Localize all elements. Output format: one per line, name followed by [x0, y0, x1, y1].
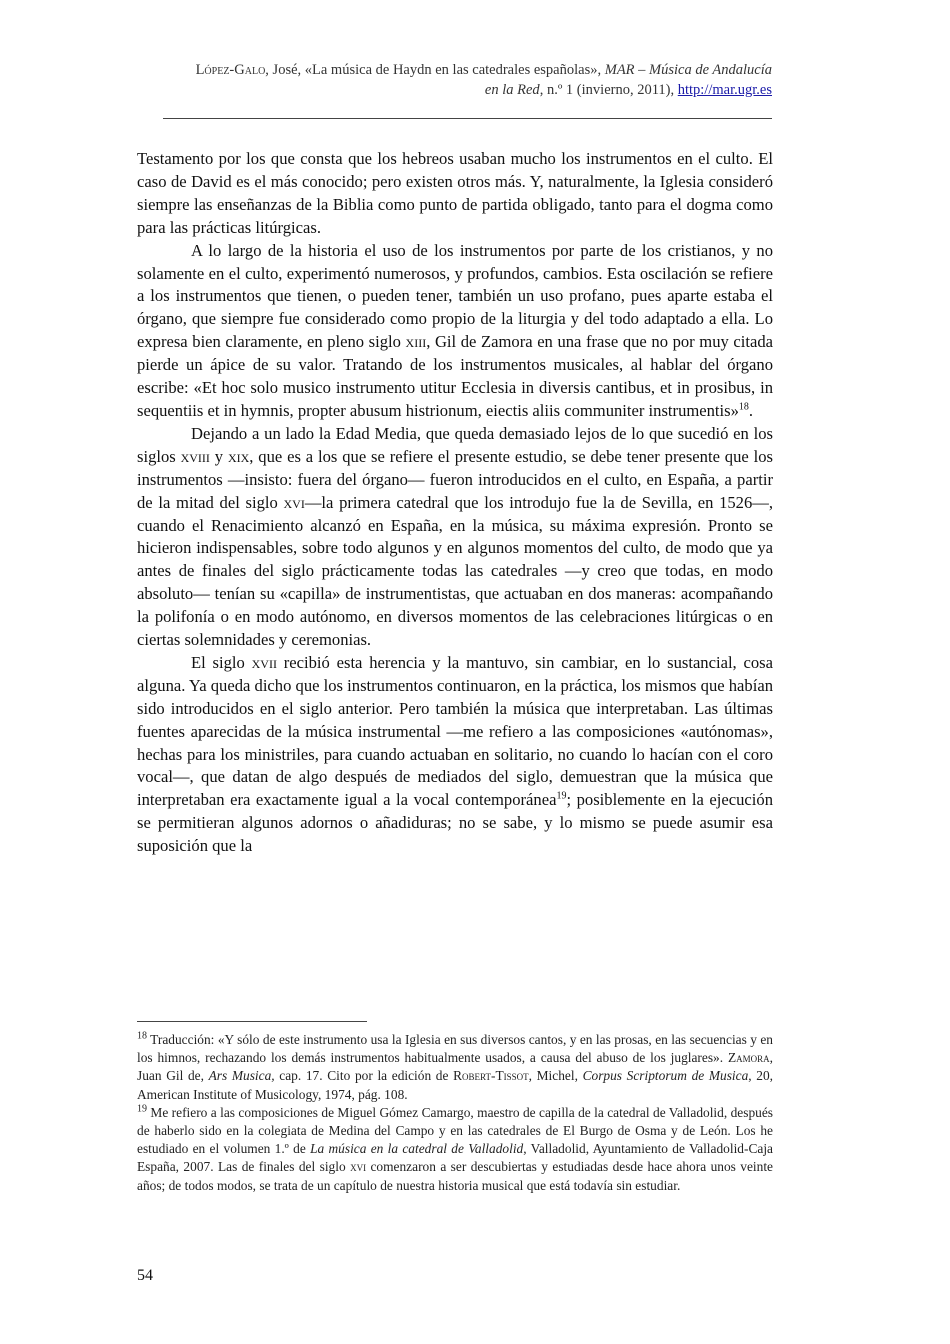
journal-title: MAR – Música de Andalucía: [604, 62, 772, 78]
cited-title: La música en la catedral de Valladolid: [310, 1141, 524, 1157]
footnote-number: 19: [137, 1103, 147, 1115]
footnotes: [137, 1031, 773, 1195]
cited-title: Corpus Scriptorum de Musica: [582, 1068, 749, 1084]
century-numeral: xiii: [405, 332, 427, 352]
paragraph-3: Dejando a un lado la Edad Media, que queda demasiado lejos de lo que sucedió en los siglos xviii y xix, que es a los que se refiere el presente estudio, se debe tener presente que los instrumentos —insisto: fuera del órgano— fueron introducidos en el culto, en España, a partir de la mitad del siglo xvi—la primera catedral que los introdujo fue la de Sevilla, en 1526—, cuando el Renacimiento alcanzó en España, en la música, su máxima expresión. Pronto se hicieron indispensables, sobre todo algunos y en algunos momentos del culto, de modo que ya antes de finales del siglo prácticamente todas las catedrales —y creo que todas, en modo absoluto— tenían su «capilla» de instrumentistas, que actuaban en dos maneras: acompañando la polifonía o en modo autónomo, en diversos momentos de las celebraciones litúrgicas o en ciertas solemnidades y ceremonias.: [137, 423, 774, 650]
citation-text: , José, «La música de Haydn en las catedrales españolas»,: [265, 62, 605, 78]
footnote-divider: [137, 1021, 367, 1022]
century-numeral: xix: [227, 446, 250, 466]
issue-text: , n.º 1 (invierno, 2011),: [539, 82, 678, 98]
paragraph-1: Testamento por los que consta que los hebreos usaban mucho los instrumentos en el culto. El caso de David es el más conocido; pero existen otros más. Y, naturalmente, la Iglesia consideró siempre las enseñanzas de la Biblia como punto de partida obligado, tanto para el dogma como para las prácticas litúrgicas.: [137, 149, 773, 237]
footnote-18: $^{18}$ Traducción: «Y sólo de este instrumento usa la Iglesia en sus diversos cantos, y en las prosas, en las secuencias y en los himnos, rechazando los demás instrumentos habitualmente usados, a causa del abuso de los juglares». Zamora, Juan Gil de, Ars Musica, cap. 17. Cito por la edición de Robert-Tissot, Michel, Corpus Scriptorum de Musica, 20, American Institute of Musicology, 1974, pág. 108.: [137, 1030, 774, 1102]
century-numeral: xvi: [350, 1159, 367, 1175]
century-numeral: xvi: [283, 492, 305, 512]
cited-author: Zamora: [727, 1050, 770, 1066]
author-surname: López-Galo: [195, 62, 266, 78]
page-number: 54: [137, 1267, 153, 1284]
journal-title-cont: en la Red: [484, 82, 540, 98]
footnote-ref-19[interactable]: 19: [556, 790, 567, 802]
century-numeral: xvii: [251, 652, 277, 672]
main-text: [137, 148, 773, 858]
paragraph-4: El siglo xvii recibió esta herencia y la mantuvo, sin cambiar, en lo sustancial, cosa alguna. Ya queda dicho que los instrumentos continuaron, en la práctica, los mismos que habían sido introducidos en el siglo anterior. Pero también la música que interpretaban. Las últimas fuentes aparecidas de la música instrumental —me refiero a las composiciones «autónomas», hechas para los ministriles, para cuando actuaban en solitario, no cuando lo hacían con el coro vocal—, que datan de algo después de mediados del siglo, demuestran que la música que interpretaban era exactamente igual a la vocal contemporánea$^{19}$; posiblemente en la ejecución se permitieran algunos adornos o añadiduras; no se sabe, y lo mismo se puede asumir esa suposición que la: [137, 652, 773, 856]
paragraph-2: A lo largo de la historia el uso de los instrumentos por parte de los cristianos, y no solamente en el culto, experimentó numerosos, y profundos, cambios. Esta oscilación se refiere a los instrumentos que tienen, o pueden tener, también un uso profano, pues aparte estaba el órgano, que siempre fue considerado como propio de la liturgia y del todo adaptado a ella. Lo expresa bien claramente, en pleno siglo xiii, Gil de Zamora en una frase que no por muy citada pierde un ápice de su valor. Tratando de los instrumentos musicales, al hablar del órgano escribe: «Et hoc solo musico instrumento utitur Ecclesia in diversis cantibus, et in prosibus, in sequentiis et in hymnis, propter abusum histrionum, eiectis aliis communiter instrumentis»$^{18}$.: [137, 240, 774, 420]
footnote-ref-18[interactable]: 18: [738, 401, 749, 413]
century-numeral: xviii: [180, 446, 210, 466]
footnote-number: 18: [137, 1030, 147, 1042]
footnote-19: $^{19}$ Me refiero a las composiciones de Miguel Gómez Camargo, maestro de capilla de la catedral de Valladolid, después de haberlo sido en la colegiata de Medina del Campo y en las catedrales de El Burgo de Osma y de León. Los he estudiado en el volumen 1.º de La música en la catedral de Valladolid, Valladolid, Ayuntamiento de Valladolid-Caja España, 2007. Las de finales del siglo xvi comenzaron a ser descubiertas y estudiadas desde hace ahora unos veinte años; de todos modos, se trata de un capítulo de nuestra historia musical que está todavía sin estudiar.: [137, 1103, 773, 1193]
journal-url-link[interactable]: http://mar.ugr.es: [677, 82, 772, 98]
header-divider: [163, 118, 772, 119]
cited-editor: Robert-Tissot: [453, 1068, 529, 1084]
running-header: [140, 60, 772, 100]
cited-title: Ars Musica,: [208, 1068, 275, 1084]
